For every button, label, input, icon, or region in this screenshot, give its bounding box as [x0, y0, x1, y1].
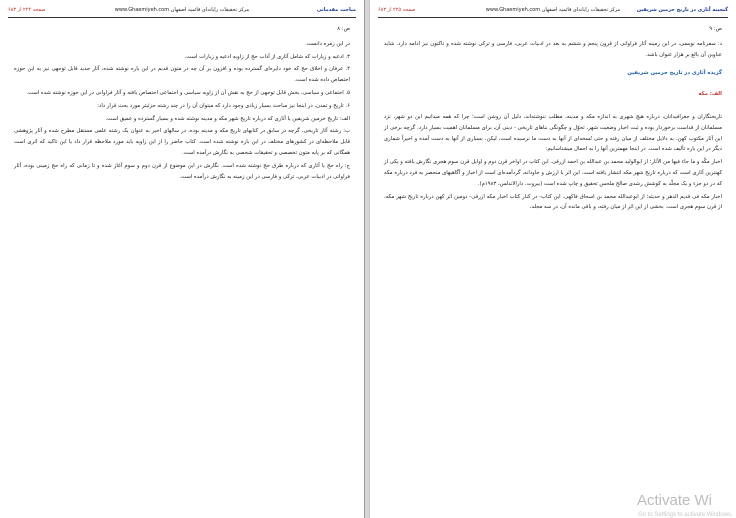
- paragraph: الف: تاریخ حرمین شریفین یا آثاری که درباره تاریخ شهر مکه و مدینه نوشته شده و بسیار گسترده و عمیق است.: [105, 115, 350, 122]
- header-divider: [378, 17, 728, 18]
- left-page: [0, 0, 364, 518]
- subsection-title: الف: مکه: [698, 91, 722, 98]
- paragraph: ۵. اجتماعی و سیاسی، بخش قابل توجهی از حج به نقش آن از زاویه سیاسی و اجتماعی اختصاص یافته و آثار فراوانی در این حوزه نوشته شده است.: [26, 89, 350, 96]
- paragraph: اخبار مکه فی قدیم الدهر و حدیثه؛ از ابوعبدالله محمد بن اسحاق فاکهی. این کتاب- در کنار کتاب اخبار مکه ازرقی- دومین اثر کهن درباره تاریخ شهر مکه، از قرن سوم هجری است. بخشی از این اثر از میان رفته، و باقی مانده آن، در سه مجلد،: [384, 193, 722, 211]
- header-title: گنجینه آثاری در تاریخ حرمین شریفین: [636, 7, 728, 13]
- page-body: [384, 24, 722, 215]
- paragraph: ۶. تاریخ و تمدن، در اینجا نیز مباحث بسیار زیادی وجود دارد که میتوان آن را در چند رشته جزئیتر مورد بحث قرار داد:: [97, 102, 350, 109]
- paragraph: ب: رشته آثار تاریخی، گرچه در سابق در کتابهای تاریخ مکه و مدینه بوده، در سالهای اخیر به عنوان یک رشته علمی مستقل مطرح شده و آثار پژوهشی قابل ملاحظه‌ای در کشورهای مختلف در این باره نوشته شده است. کتاب حاضر را از این زاویه باید مورد ملاحظه قرار داد یا این تاکید که اثری است همگانی که بر پایه متون تخصصی و تحقیقات شخصی به نگارش درآمده است.: [14, 128, 350, 156]
- paragraph: در این زمره دانست.: [305, 40, 350, 47]
- page-header: [8, 4, 356, 16]
- paragraph: ۳. ادعیه و زیارات که شامل آثاری از آداب حج از زاویه ادعیه و زیارات است.: [184, 53, 350, 60]
- section-title: گزیده آثاری در تاریخ حرمین شریفین: [627, 70, 722, 77]
- activation-watermark: Activate Wi: [637, 492, 713, 509]
- paragraph: ج: راه حج یا آثاری که درباره طرق حج نوشته شده است. نگارش در این موضوع از قرن دوم و سوم آغاز شده و تا زمانی که راه حج زمینی بوده، آثار فراوانی در ادبیات عربی، ترکی و فارسی در این زمینه به نگارش درآمده است.: [14, 162, 350, 180]
- activation-watermark-subtext: Go to Settings to activate Windows.: [638, 512, 733, 518]
- paragraph: اخبار مکّه و ما جاء فیها من الآثار؛ از ابوالولید محمد بن عبدالله بن احمد ازرقی. این کتاب در اواخر قرن دوم و اوایل قرن سوم هجری نگارش یافته و یکی از کهنترین آثاری است که درباره تاریخ شهر مکه انتشار یافته است. این اثر با ارزش و جاودانه، گردآمده‌ای است از اخبار و آگاهیهای منحصر به فرد درباره مکه که در دو جزء و یک مجلّد به کوشش رشدی صالح ملحس تحقیق و چاپ شده است (بیروت، دارالاندلس، ۱۹۸۳م).: [384, 159, 722, 187]
- header-title: مباحث مقدماتی: [316, 7, 356, 13]
- paragraph: ۴. عرفان و اخلاق حج که خود دایره‌ای گسترده بوده و افزون بر آن چه در متون قدیم در این باره نوشته شده، آثار جدید قابل توجهی نیز به این حوزه اختصاص داده شده است.: [14, 66, 350, 84]
- page-body: [14, 24, 350, 184]
- header-page-number: صفحه ۲۲۵ از ۶۸۳: [378, 7, 416, 13]
- page-header: [378, 4, 728, 16]
- header-divider: [8, 17, 356, 18]
- page-reference: ص: ۹: [709, 26, 722, 32]
- page-reference: ص: ۸: [337, 26, 350, 32]
- header-center-text: مرکز تحقیقات رایانه‌ای قائمیه اصفهان www.Ghaemiyeh.com: [485, 7, 621, 13]
- header-center-text: مرکز تحقیقات رایانه‌ای قائمیه اصفهان www.Ghaemiyeh.com: [114, 7, 250, 13]
- intro-paragraph: د: سفرنامه نویسی، در این زمینه آثار فراوانی از قرون پنجم و ششم به بعد در ادبیات عربی، فارسی و ترکی نوشته شده و تاکنون نیز ادامه دارد. شاید عناوین آن بالغ بر هزار عنوان باشد.: [384, 40, 722, 58]
- paragraph: تاریخنگاران و جغرافیدانان، درباره هیچ شهری به اندازه مکه و مدینه، مطلب ننوشته‌اند، دلیل آن روشن است؛ چرا که همه میدانیم این دو شهر، نزد مسلمانان از قداست برخوردار بوده و ثبت اخبار وضعیت شهر، تحوّل و چگونگی بناهای تاریخی - دینی آن، برای مسلمانان اهمیت بسیار دارد. گرچه برخی از این آثار مکتوب کهن، به دلایل مختلف از میان رفته و حتی نُسخه‌ای از آنها به دست ما نرسیده است، لیکن، بسیاری از آنها به دست آمده و اخیراً شماری دیگر در این باره تألیف شده است. در اینجا مهمترین آنها را به اجمال میشناسانیم:: [384, 113, 722, 153]
- right-page: [370, 0, 736, 518]
- header-page-number: صفحه ۲۲۴ از ۶۸۳: [8, 7, 46, 13]
